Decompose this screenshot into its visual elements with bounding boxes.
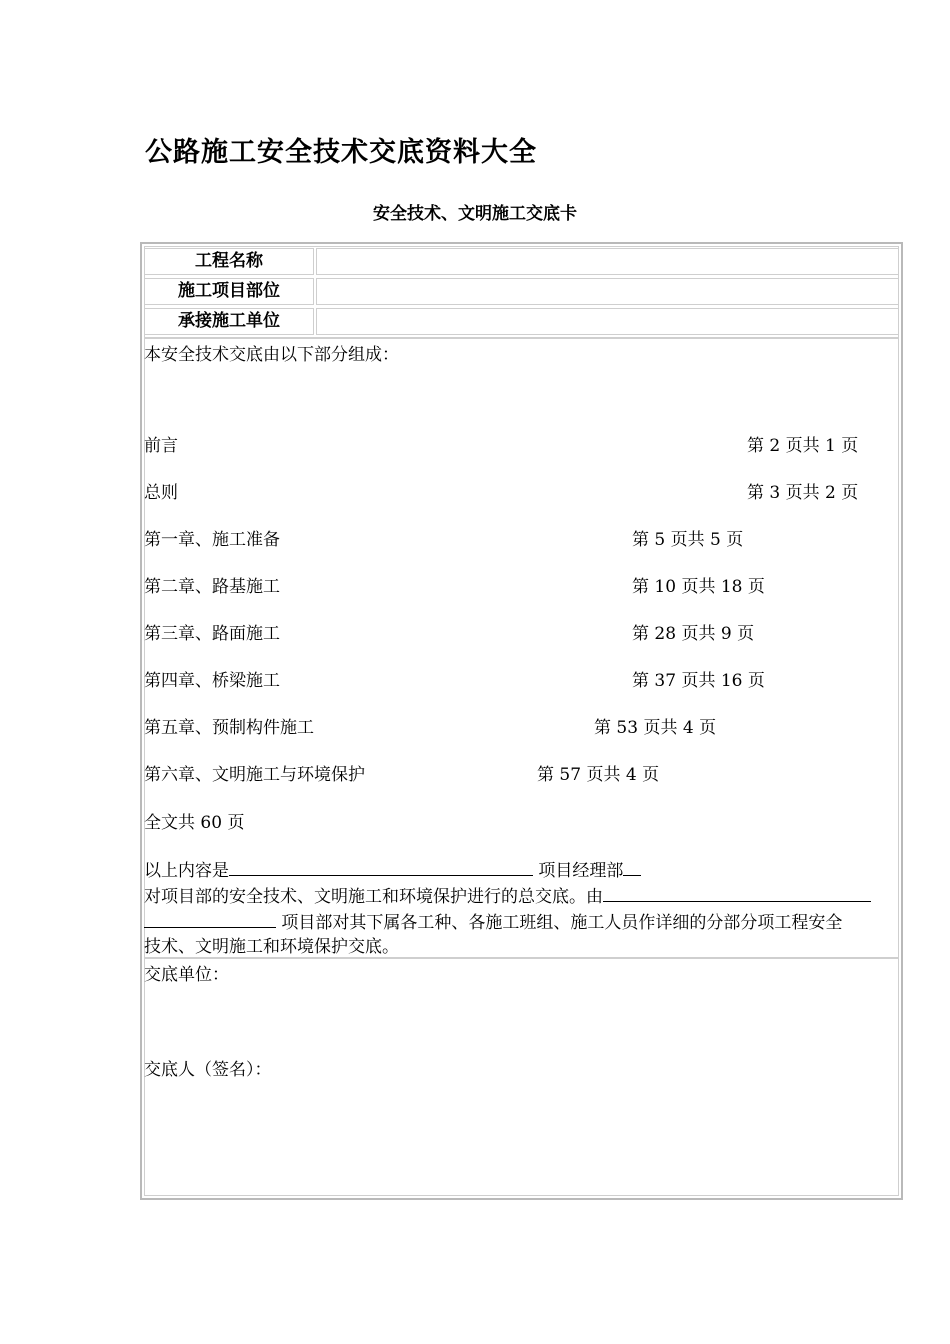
card-title: 安全技术、文明施工交底卡 — [373, 204, 577, 224]
project-manager-blank[interactable] — [229, 859, 533, 876]
header-divider — [144, 337, 899, 339]
subdept-blank[interactable] — [144, 911, 276, 928]
contents-intro: 本安全技术交底由以下部分组成： — [144, 345, 399, 365]
toc-pages-ch4: 第 37 页共 16 页 — [632, 671, 765, 691]
disclosure-unit-label: 交底单位： — [144, 965, 229, 985]
statement-line-3-text: 项目部对其下属各工种、各施工班组、施工人员作详细的分部分项工程安全 — [281, 913, 843, 933]
toc-title-ch5: 第五章、预制构件施工 — [144, 718, 314, 738]
contractor-row — [144, 308, 899, 335]
manager-dept-blank[interactable] — [623, 859, 641, 876]
contractor-field[interactable] — [316, 308, 899, 335]
statement-line-3 — [144, 911, 842, 934]
disclosure-person-label: 交底人（签名）： — [144, 1060, 272, 1080]
project-name-row — [144, 248, 899, 275]
toc-pages-ch6: 第 57 页共 4 页 — [537, 765, 660, 785]
statement-line-2-text: 对项目部的安全技术、文明施工和环境保护进行的总交底。由 — [144, 887, 603, 907]
document-title: 公路施工安全技术交底资料大全 — [145, 137, 537, 168]
toc-title-ch6: 第六章、文明施工与环境保护 — [144, 765, 365, 785]
project-part-row — [144, 278, 899, 305]
contents-total: 全文共 60 页 — [144, 813, 245, 833]
toc-title-ch4: 第四章、桥梁施工 — [144, 671, 280, 691]
toc-pages-ch1: 第 5 页共 5 页 — [632, 530, 744, 550]
project-part-label: 施工项目部位 — [144, 278, 314, 305]
project-part-field[interactable] — [316, 278, 899, 305]
disclosure-card — [140, 242, 903, 1200]
statement-line-4: 技术、文明施工和环境保护交底。 — [144, 937, 399, 957]
toc-pages-general: 第 3 页共 2 页 — [747, 483, 859, 503]
toc-title-preface: 前言 — [144, 436, 178, 456]
toc-pages-ch5: 第 53 页共 4 页 — [594, 718, 717, 738]
statement-part-1: 以上内容是 — [144, 861, 229, 881]
contractor-label: 承接施工单位 — [144, 308, 314, 335]
toc-title-ch3: 第三章、路面施工 — [144, 624, 280, 644]
toc-title-ch1: 第一章、施工准备 — [144, 530, 280, 550]
toc-title-general: 总则 — [144, 483, 178, 503]
issuer-blank[interactable] — [603, 885, 871, 902]
statement-line-1 — [144, 859, 641, 882]
project-name-field[interactable] — [316, 248, 899, 275]
toc-title-ch2: 第二章、路基施工 — [144, 577, 280, 597]
signoff-divider — [144, 957, 899, 959]
statement-part-2: 项目经理部 — [538, 861, 624, 881]
project-name-label: 工程名称 — [144, 248, 314, 275]
toc-pages-ch3: 第 28 页共 9 页 — [632, 624, 755, 644]
toc-pages-preface: 第 2 页共 1 页 — [747, 436, 859, 456]
statement-line-2 — [144, 885, 871, 908]
toc-pages-ch2: 第 10 页共 18 页 — [632, 577, 765, 597]
